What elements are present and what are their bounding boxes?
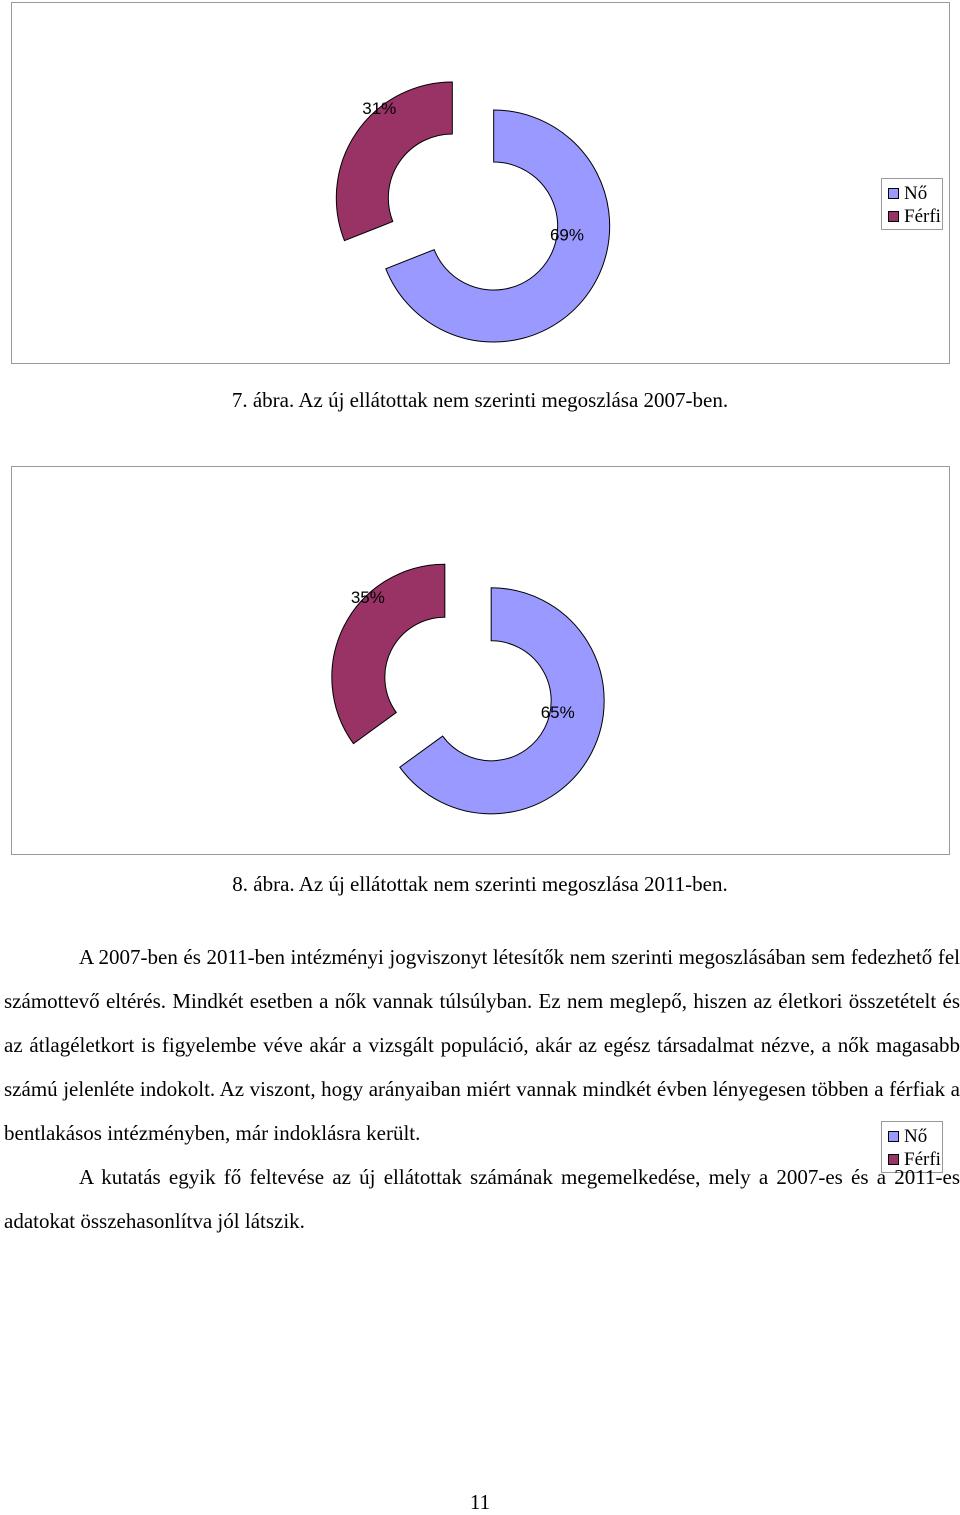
paragraph-1: A 2007-ben és 2011-ben intézményi jogviszonyt létesítők nem szerinti megoszlásában sem fedezhető fel számottevő eltérés. Mindkét esetben a nők vannak túlsúlyban. Ez nem meglepő, hiszen az életkori összetételt és az átlagéletkort is figyelembe véve akár a vizsgált populáció, akár az egész társadalmat nézve, a nők magasabb számú jelenléte indokolt. Az viszont, hogy arányaiban miért vannak mindkét évben lényegesen többen a férfiak a bentlakásos intézményben, már indoklásra került. xyxy=(4,945,960,1145)
legend-item-ferfi xyxy=(888,205,942,228)
doughnut-chart-2007 xyxy=(12,3,949,363)
doughnut-chart-2011 xyxy=(12,467,949,854)
chart-2007 xyxy=(11,2,950,364)
figure-caption-8: 8. ábra. Az új ellátottak nem szerinti megoszlása 2011-ben. xyxy=(232,872,728,896)
legend-item-no xyxy=(888,182,942,205)
legend-label-ferfi: Férfi xyxy=(904,205,941,227)
legend-swatch-no xyxy=(888,188,899,199)
legend-label-ferfi: Férfi xyxy=(904,1148,941,1170)
legend-label-no: Nő xyxy=(904,182,928,204)
legend-label-no: Nő xyxy=(904,1125,928,1147)
slice-label-ferfi: 31% xyxy=(362,98,397,118)
legend-2007 xyxy=(881,178,943,230)
paragraph-2: A kutatás egyik fő feltevése az új ellátottak számának megemelkedése, mely a 2007-es és a 2011-es adatokat összehasonlítva jól látszik. xyxy=(4,1165,960,1233)
slice-label-no: 69% xyxy=(549,225,584,245)
legend-swatch-ferfi xyxy=(888,211,899,222)
slice-ferfi xyxy=(332,564,445,743)
slice-label-ferfi: 35% xyxy=(350,587,385,607)
slice-label-no: 65% xyxy=(540,703,575,723)
body-text xyxy=(4,935,960,1243)
slice-no xyxy=(400,588,604,814)
figure-caption-7: 7. ábra. Az új ellátottak nem szerinti megoszlása 2007-ben. xyxy=(231,388,729,412)
page-number: 11 xyxy=(469,1490,491,1514)
